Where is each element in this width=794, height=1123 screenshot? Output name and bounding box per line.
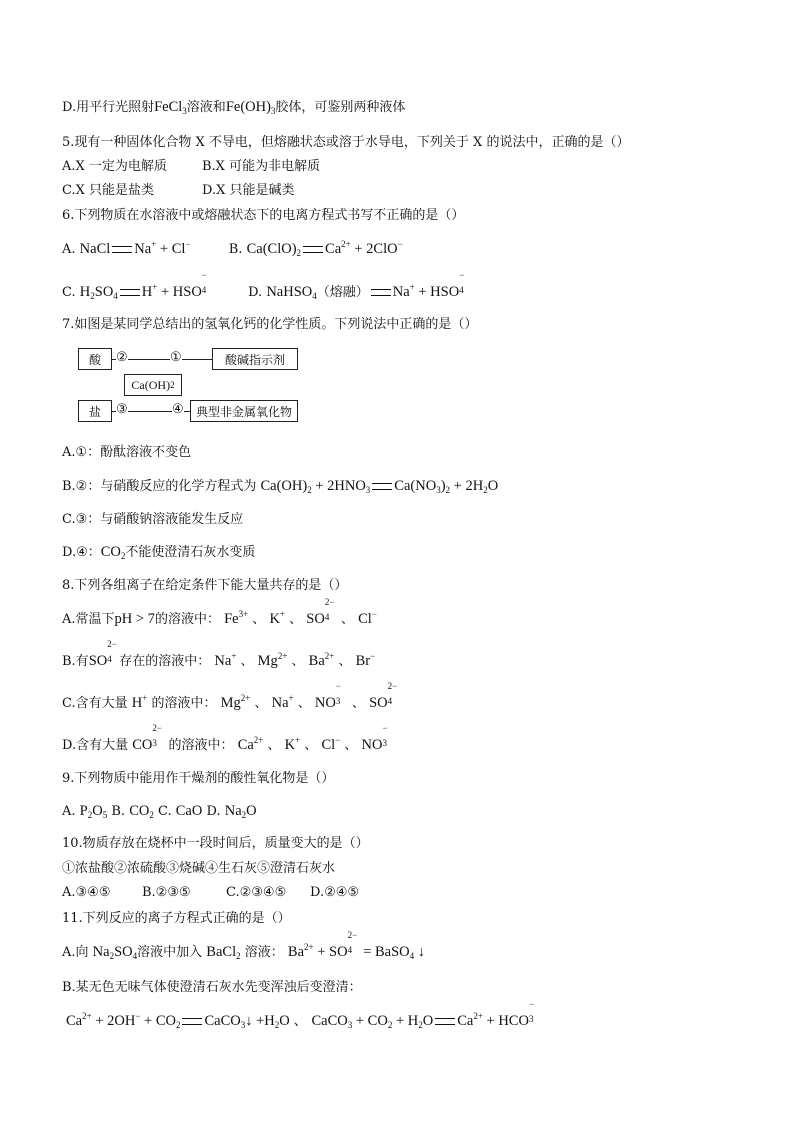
label-1: ① [170,350,182,365]
question-8-option-c: C.含有大量 H+ 的溶液中： $Mg^{2+}$ 、 Na+ 、 NO − 3 、 SO 2− 4 [62,681,398,711]
indicator-box: 酸碱指示剂 [212,348,298,370]
question-5: 5.现有一种固体化合物 X 不导电，但熔融状态或溶于水导电，下列关于 X 的说法中，正确的是（） [62,135,630,150]
question-7-option-b: B.②：与硝酸反应的化学方程式为 $Ca(OH)_2 + 2HNO_3$ $Ca(NO_3)_2 + 2H_2O$ [62,478,499,495]
question-11-option-b: B.某无色无味气体使澄清石灰水先变浑浊后变澄清： [62,980,362,995]
question-11-option-b-equation: $Ca^{2+} + 2OH^- + CO_2$ CaCO$_3$↓ $+H_2O$ 、 CaCO$_3$ + $CO_2 + H_2O$ $Ca^{2+}$ + HCO − 3 [66,999,535,1030]
question-6-options-cd: C. $H_2SO_4$ H+ + HSO − 4 D. NaHSO$_4$（熔融） Na+ + HSO − 4 [62,270,465,301]
question-7-option-c: C.③：与硝酸钠溶液能发生反应 [62,512,244,527]
label-4: ④ [172,402,184,417]
question-8-option-a: A.常温下pH > 7的溶液中： $Fe^{3+}$ 、 K+ 、 SO 2− 4 、 Cl− [62,597,377,627]
question-10-list: ①浓盐酸②浓硫酸③烧碱④生石灰⑤澄清石灰水 [62,861,336,876]
question-11-option-a: A.向 $Na_2SO_4$溶液中加入 BaCl$_2$ 溶液： $Ba^{2+}$ + SO 2− 4 = BaSO$_4$ ↓ [62,930,426,961]
question-5-options-ab: A.X 一定为电解质 B.X 可能为非电解质 [62,159,321,174]
question-7-option-d: D.④：$CO_2$不能使澄清石灰水变质 [62,544,256,561]
salt-box: 盐 [78,400,112,422]
question-8-option-b: B.有SO 2− 4 存在的溶液中： Na+ 、 $Mg^{2+}$ 、 $Ba^{2+}$ 、 Br− [62,639,376,669]
label-2: ② [116,350,128,365]
question-9-options: A. $P_2O_5$ B. $CO_2$ C. CaO D. $Na_2O$ [62,803,257,820]
option-d-prev: D.用平行光照射FeCl$_3$溶液和$Fe(OH)_3$胶体，可鉴别两种液体 [62,99,406,116]
question-5-options-cd: C.X 只能是盐类 D.X 只能是碱类 [62,183,295,198]
question-6-options-ab: A. NaCl Na+ + Cl− B. $Ca(ClO)_2$ $Ca^{2+} + 2ClO^-$ [62,239,403,258]
question-9: 9.下列物质中能用作干燥剂的酸性氧化物是（） [62,771,335,786]
question-8-option-d: D.含有大量 CO 2− 3 的溶液中： $Ca^{2+}$ 、 K+ 、 Cl− 、 NO − 3 [62,723,388,753]
question-6: 6.下列物质在水溶液中或熔融状态下的电离方程式书写不正确的是（） [62,208,465,223]
question-10-options: A.③④⑤ B.②③⑤ C.②③④⑤ D.②④⑤ [62,885,360,900]
question-7: 7.如图是某同学总结出的氢氧化钙的化学性质。下列说法中正确的是（） [62,317,478,332]
question-8: 8.下列各组离子在给定条件下能大量共存的是（） [62,578,348,593]
label-3: ③ [116,402,128,417]
center-box: Ca(OH) 2 [124,374,182,396]
question-11: 11.下列反应的离子方程式正确的是（） [62,911,291,926]
question-7-option-a: A.①：酚酞溶液不变色 [62,445,192,460]
question-10: 10.物质存放在烧杯中一段时间后，质量变大的是（） [62,836,369,851]
calcium-hydroxide-diagram [78,346,298,426]
oxide-box: 典型非金属氧化物 [190,400,298,422]
acid-box: 酸 [78,348,112,370]
